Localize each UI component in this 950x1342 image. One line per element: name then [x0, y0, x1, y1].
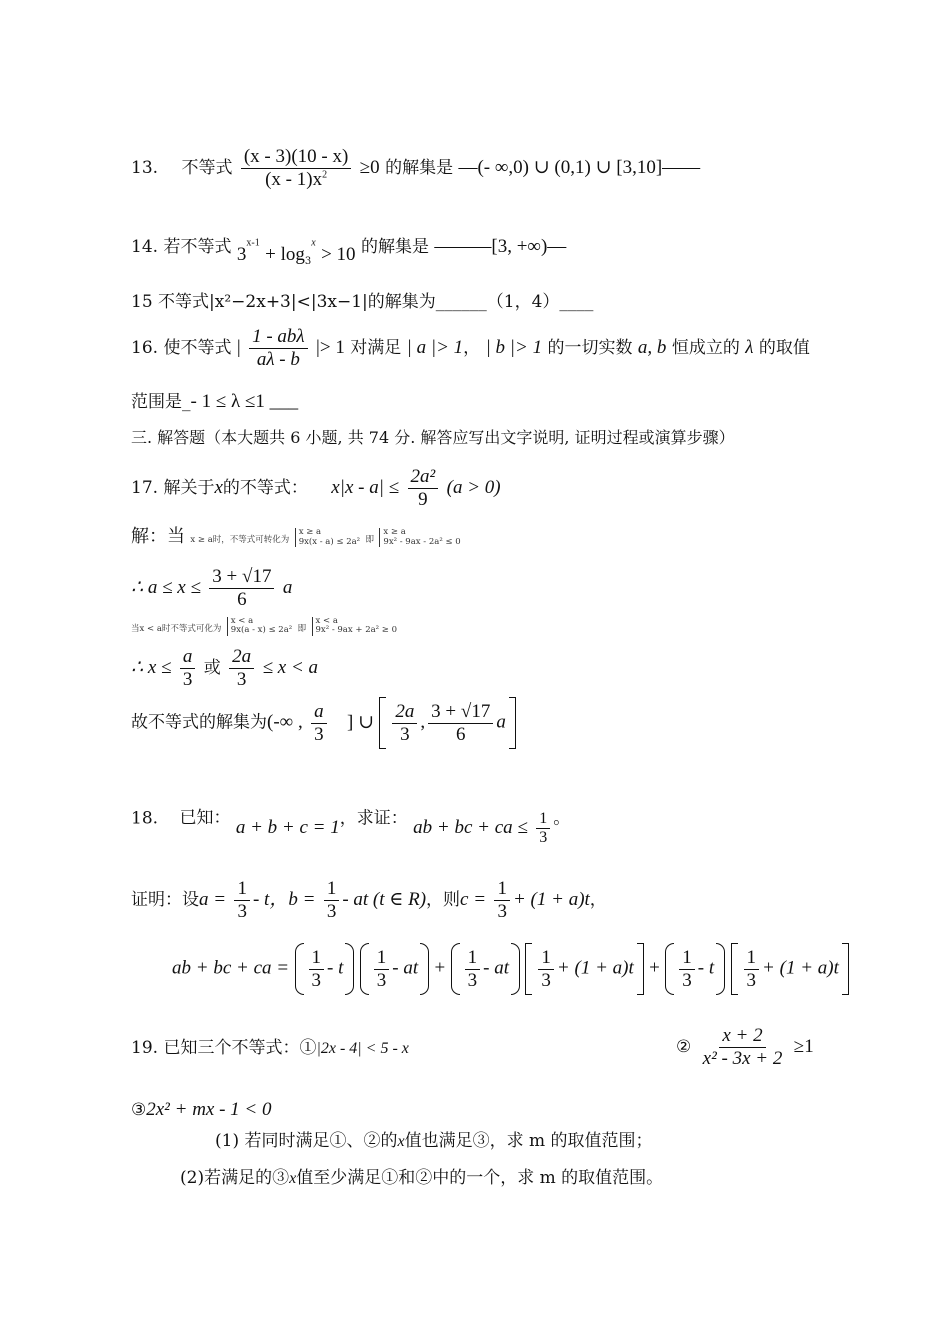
q17-case1: 解：当 x ≥ a时，不等式可转化为 x ≥ a 9x(x - a) ≤ 2a² 即 x ≥ a 9x² - 9ax - 2a² ≤ 0: [131, 526, 461, 547]
question-18: 18. 已知： a + b + c = 1，求证： ab + bc + ca ≤ $\frac{1}{3}$ 。: [131, 808, 571, 847]
question-13: [131, 146, 700, 191]
q14-exp: x-1: [246, 237, 260, 249]
q17-var: x: [214, 476, 223, 498]
q18-claim: ab + bc + ca ≤: [413, 817, 528, 839]
q19-prefix: 19. 已知三个不等式：①: [131, 1038, 317, 1058]
q16-text3: 恒成立的: [671, 337, 740, 358]
q16-cond2: | b |> 1: [485, 336, 543, 358]
q16-text2: 的一切实数: [547, 337, 633, 358]
q13-denominator: $(x - 1)x^2$: [265, 168, 328, 190]
question-14: [131, 236, 567, 268]
q17-result1: ∴ a ≤ x ≤ $\frac{3 + √17}{6}$ a: [131, 566, 293, 610]
q17-final: 故不等式的解集为(-∞ , $\frac{a}{3}$ ] ∪ $\frac{2a}{3}$ , $\frac{3 + √17}{6}$ a: [131, 697, 516, 749]
q18-known: 已知：: [179, 808, 231, 829]
q14-mid: 的解集是: [360, 237, 429, 257]
q17-case2: 当x < a时不等式可化为 x < a 9x(a - x) ≤ 2a² 即 x < a 9x² - 9ax + 2a² ≥ 0: [131, 616, 398, 636]
q16-fraction: [249, 326, 308, 371]
q14-prefix: 14. 若不等式: [131, 237, 232, 257]
q16-text1: 对满足: [350, 337, 402, 358]
q16-relation: |> 1: [316, 336, 345, 358]
question-15: [131, 294, 593, 311]
q15-text: 15 不等式|x²−2x+3|<|3x−1|的解集为______（1，4）____: [131, 292, 594, 312]
q17-case2-text: 当x < a时不等式可化为: [131, 623, 222, 634]
q13-relation: ≥0: [359, 156, 380, 178]
q19-ineq1: |2x - 4| < 5 - x: [316, 1040, 409, 1057]
q18-given: a + b + c = 1: [235, 817, 340, 839]
section-3-text: 三. 解答题（本大题共 6 小题, 共 74 分. 解答应写出文字说明, 证明过程或演算步骤）: [131, 428, 735, 447]
q17-case1-text: x ≥ a时，不等式可转化为: [190, 535, 290, 545]
q14-relation: > 10: [321, 244, 356, 265]
q14-answer: ———[3, +∞)—: [434, 236, 567, 257]
q17-result1-lhs: ∴ a ≤ x ≤: [131, 576, 201, 598]
q16-prefix: 16. 使不等式: [131, 337, 232, 358]
q14-log-base: 3: [304, 256, 312, 268]
q17-fraction: [408, 466, 439, 511]
q17-case2-system-a: x < a 9x(a - x) ≤ 2a²: [227, 617, 292, 636]
q17-prefix: 17. 解关于: [131, 477, 215, 498]
q13-prefix: 不等式: [181, 157, 233, 178]
question-16-line2: [131, 392, 298, 411]
question-16: 16. 使不等式 | $\frac{\text{1 - abλ}}{a\lambda - b}$ |> 1 对满足 | a |> 1， | b |> 1 的一切实数 a, b 恒成立的 λ 的取值: [131, 326, 810, 370]
q13-mid: 的解集是: [385, 157, 454, 178]
q16-text4: 的取值: [758, 337, 810, 358]
q13-fraction: [241, 146, 351, 191]
q18-expansion: ab + bc + ca = $\frac{1}{3}$ - t $\frac{1}{3}$ - at + $\frac{1}{3}$ - at $\frac{1}{3}$ + (1 + a)t + $\frac{1}{3}$ - t $\frac{1}{3}$ + (1 + a)t: [172, 943, 849, 995]
q14-log: + log: [265, 244, 305, 265]
question-19: [131, 1040, 409, 1057]
q18-proof-setup: 证明：设a = $\frac{1}{3}$ - t，b = $\frac{1}{3}$ - at (t ∈ R)，则c = $\frac{1}{3}$ + (1 + a)t，: [131, 878, 607, 922]
q17-mid: 的不等式：: [222, 477, 308, 498]
q18-proof-label: 证明：设: [131, 889, 199, 910]
q19-ineq2: ② $\frac{x + 2}{\text{x² - 3x + 2}}$ ≥1: [676, 1025, 814, 1069]
q17-case1-system-a: x ≥ a 9x(x - a) ≤ 2a²: [295, 528, 360, 547]
q14-log-arg: x: [311, 237, 316, 249]
q16-vars: a, b: [637, 336, 667, 358]
q13-numerator: (x - 3)(10 - x): [241, 146, 351, 169]
q13-label: 13.: [131, 157, 159, 178]
q16-line2-prefix: 范围是_: [131, 392, 191, 412]
q17-condition: (a > 0): [446, 476, 501, 498]
q17-case2-system-b: x < a 9x² - 9ax + 2a² ≥ 0: [312, 617, 398, 636]
q19-part1: (1) 若同时满足①、②的x值也满足③，求 m 的取值范围；: [215, 1131, 653, 1151]
question-17: [131, 466, 501, 511]
q16-answer: - 1 ≤ λ ≤1 ___: [190, 391, 299, 412]
q17-result1-fraction: $\frac{3 + √17}{6}$: [209, 566, 274, 611]
q16-numerator: 1 - abλ: [249, 326, 308, 349]
q17-result2: ∴ x ≤ $\frac{a}{3}$ 或 $\frac{2a}{3}$ ≤ x < a: [131, 646, 319, 690]
q16-lambda: λ: [745, 336, 754, 358]
q16-denominator: aλ - b: [256, 348, 300, 370]
q18-label: 18.: [131, 808, 159, 829]
q17-final-text: 故不等式的解集为: [131, 712, 267, 733]
q17-denominator: 9: [418, 488, 428, 510]
q13-answer: —(- ∞,0) ∪ (0,1) ∪ [3,10]——: [458, 156, 701, 178]
q17-numerator: 2a²: [408, 466, 439, 489]
q14-base: 3: [236, 244, 247, 265]
section-3-heading: [131, 430, 735, 446]
q17-case1-system-b: x ≥ a 9x² - 9ax - 2a² ≤ 0: [379, 528, 460, 547]
q16-cond1: | a |> 1: [406, 336, 464, 358]
q17-lhs: x|x - a| ≤: [331, 476, 400, 498]
q19-ineq3: ③2x² + mx - 1 < 0: [131, 1099, 272, 1120]
q19-part2: (2)若满足的③x值至少满足①和②中的一个，求 m 的取值范围。: [180, 1168, 664, 1188]
q17-solution-label: 解：当: [131, 526, 185, 547]
